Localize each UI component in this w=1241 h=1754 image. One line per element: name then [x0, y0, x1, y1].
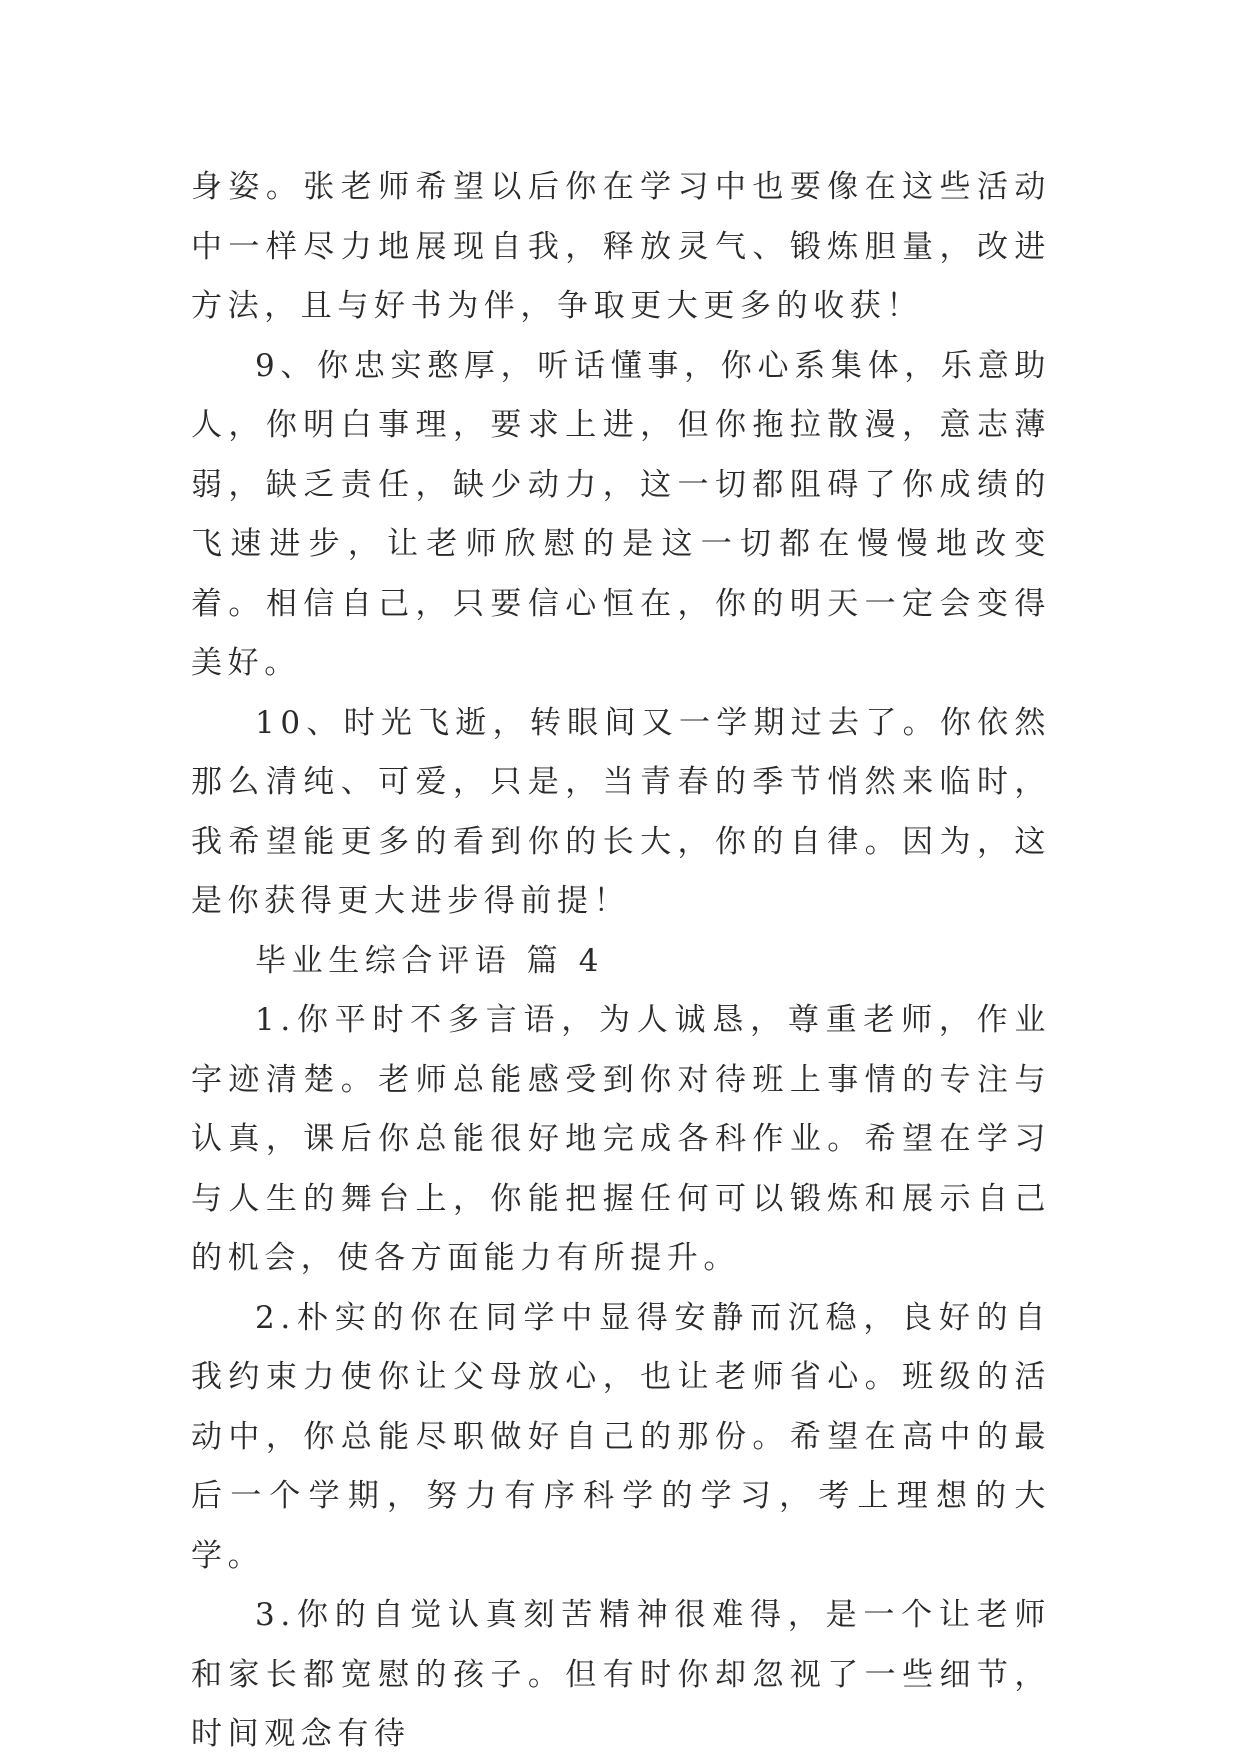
section-heading: 毕业生综合评语 篇 4: [255, 942, 605, 979]
paragraph-section-item-1: 1.你平时不多言语，为人诚恳，尊重老师，作业字迹清楚。老师总能感受到你对待班上事情的专注与认真，课后你总能很好地完成各科作业。希望在学习与人生的舞台上，你能把握任何可以锻炼和展示自己的机会，使各方面能力有所提升。: [191, 1002, 1051, 1276]
paragraph-section-item-2: 2.朴实的你在同学中显得安静而沉稳，良好的自我约束力使你让父母放心，也让老师省心。班级的活动中，你总能尽职做好自己的那份。希望在高中的最后一个学期，努力有序科学的学习，考上理想的大学。: [191, 1299, 1051, 1574]
paragraph-continuation: 身姿。张老师希望以后你在学习中也要像在这些活动中一样尽力地展现自我，释放灵气、锻炼胆量，改进方法，且与好书为伴，争取更大更多的收获！: [191, 169, 1051, 324]
paragraph-item-9: 9、你忠实憨厚，听话懂事，你心系集体，乐意助人，你明白事理，要求上进，但你拖拉散漫，意志薄弱，缺乏责任，缺少动力，这一切都阻碍了你成绩的飞速进步，让老师欣慰的是这一切都在慢慢地改变着。相信自己，只要信心恒在，你的明天一定会变得美好。: [191, 347, 1051, 681]
document-body: [191, 158, 1051, 1754]
paragraph-section-item-3: 3.你的自觉认真刻苦精神很难得，是一个让老师和家长都宽慰的孩子。但有时你却忽视了一些细节，时间观念有待: [191, 1597, 1051, 1752]
paragraph-item-10: 10、时光飞逝，转眼间又一学期过去了。你依然那么清纯、可爱，只是，当青春的季节悄然来临时，我希望能更多的看到你的长大，你的自律。因为，这是你获得更大进步得前提！: [191, 704, 1051, 919]
